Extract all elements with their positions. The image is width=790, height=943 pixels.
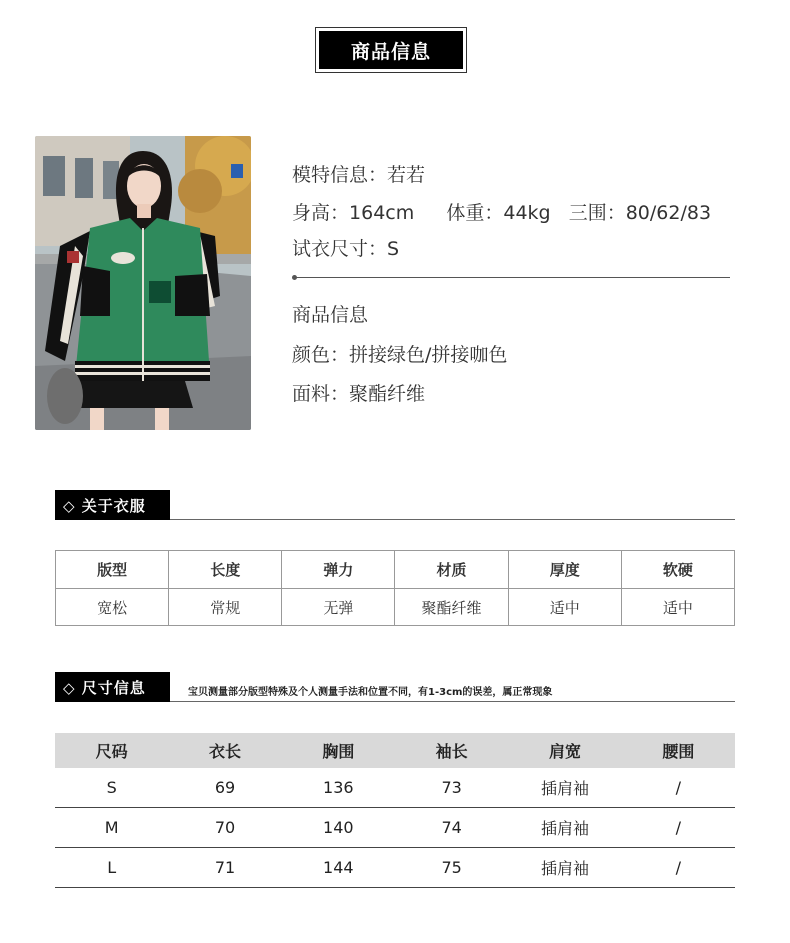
- waist-cell: /: [622, 768, 735, 808]
- chest-cell: 144: [282, 848, 395, 888]
- size-header-cell: 肩宽: [508, 733, 621, 768]
- about-header-cell: 软硬: [621, 551, 734, 589]
- size-cell: S: [55, 768, 168, 808]
- length-cell: 69: [168, 768, 281, 808]
- size-cell: L: [55, 848, 168, 888]
- sleeve-cell: 73: [395, 768, 508, 808]
- about-header-cell: 厚度: [508, 551, 621, 589]
- about-section-header: [55, 490, 170, 520]
- about-value-cell: 聚酯纤维: [395, 589, 508, 626]
- about-header-cell: 材质: [395, 551, 508, 589]
- weight-label: 体重：: [446, 202, 504, 224]
- about-value-cell: 宽松: [56, 589, 169, 626]
- size-table: [55, 733, 735, 888]
- about-value-cell: 适中: [508, 589, 621, 626]
- size-header-cell: 衣长: [168, 733, 281, 768]
- about-header-cell: 长度: [169, 551, 282, 589]
- size-section-rule: [170, 701, 735, 702]
- waist-cell: /: [622, 848, 735, 888]
- size-note: 宝贝测量部分版型特殊及个人测量手法和位置不同，有1-3cm的误差，属正常现象: [188, 687, 553, 698]
- model-size: 试衣尺寸：S: [292, 238, 400, 260]
- product-color: 颜色：拼接绿色/拼接咖色: [292, 344, 508, 366]
- about-header-cell: 弹力: [282, 551, 395, 589]
- size-section-header: [55, 672, 170, 702]
- height-label: 身高：: [292, 202, 350, 224]
- title-box: [315, 27, 467, 73]
- sleeve-cell: 75: [395, 848, 508, 888]
- bust-value: 80/62/83: [625, 202, 712, 224]
- length-cell: 71: [168, 848, 281, 888]
- about-value-row: [56, 589, 735, 626]
- shoulder-cell: 插肩袖: [508, 848, 621, 888]
- size-header-cell: 袖长: [395, 733, 508, 768]
- about-section-rule: [170, 519, 735, 520]
- weight-value: 44kg: [503, 202, 551, 224]
- height-value: 164cm: [349, 202, 415, 224]
- about-header-cell: 版型: [56, 551, 169, 589]
- info-divider: [294, 277, 730, 278]
- length-cell: 70: [168, 808, 281, 848]
- about-value-cell: 无弹: [282, 589, 395, 626]
- about-header-row: [56, 551, 735, 589]
- waist-cell: /: [622, 808, 735, 848]
- size-section-label: ◇ 尺寸信息: [55, 672, 170, 702]
- about-value-cell: 适中: [621, 589, 734, 626]
- about-value-cell: 常规: [169, 589, 282, 626]
- bust-label: 三围：: [568, 202, 626, 224]
- table-row: [55, 848, 735, 888]
- shoulder-cell: 插肩袖: [508, 808, 621, 848]
- shoulder-cell: 插肩袖: [508, 768, 621, 808]
- size-header-cell: 胸围: [282, 733, 395, 768]
- page-title: 商品信息: [319, 31, 463, 69]
- model-name: 模特信息：若若: [292, 164, 426, 186]
- size-header-cell: 尺码: [55, 733, 168, 768]
- table-row: [55, 808, 735, 848]
- chest-cell: 140: [282, 808, 395, 848]
- size-header-cell: 腰围: [622, 733, 735, 768]
- sleeve-cell: 74: [395, 808, 508, 848]
- product-heading: 商品信息: [292, 304, 369, 326]
- chest-cell: 136: [282, 768, 395, 808]
- about-table: [55, 550, 735, 626]
- model-measurements: [292, 198, 711, 225]
- about-section-label: ◇ 关于衣服: [55, 490, 170, 520]
- model-photo: [35, 136, 251, 430]
- size-header-row: [55, 733, 735, 768]
- table-row: [55, 768, 735, 808]
- size-cell: M: [55, 808, 168, 848]
- product-fabric: 面料：聚酯纤维: [292, 383, 426, 405]
